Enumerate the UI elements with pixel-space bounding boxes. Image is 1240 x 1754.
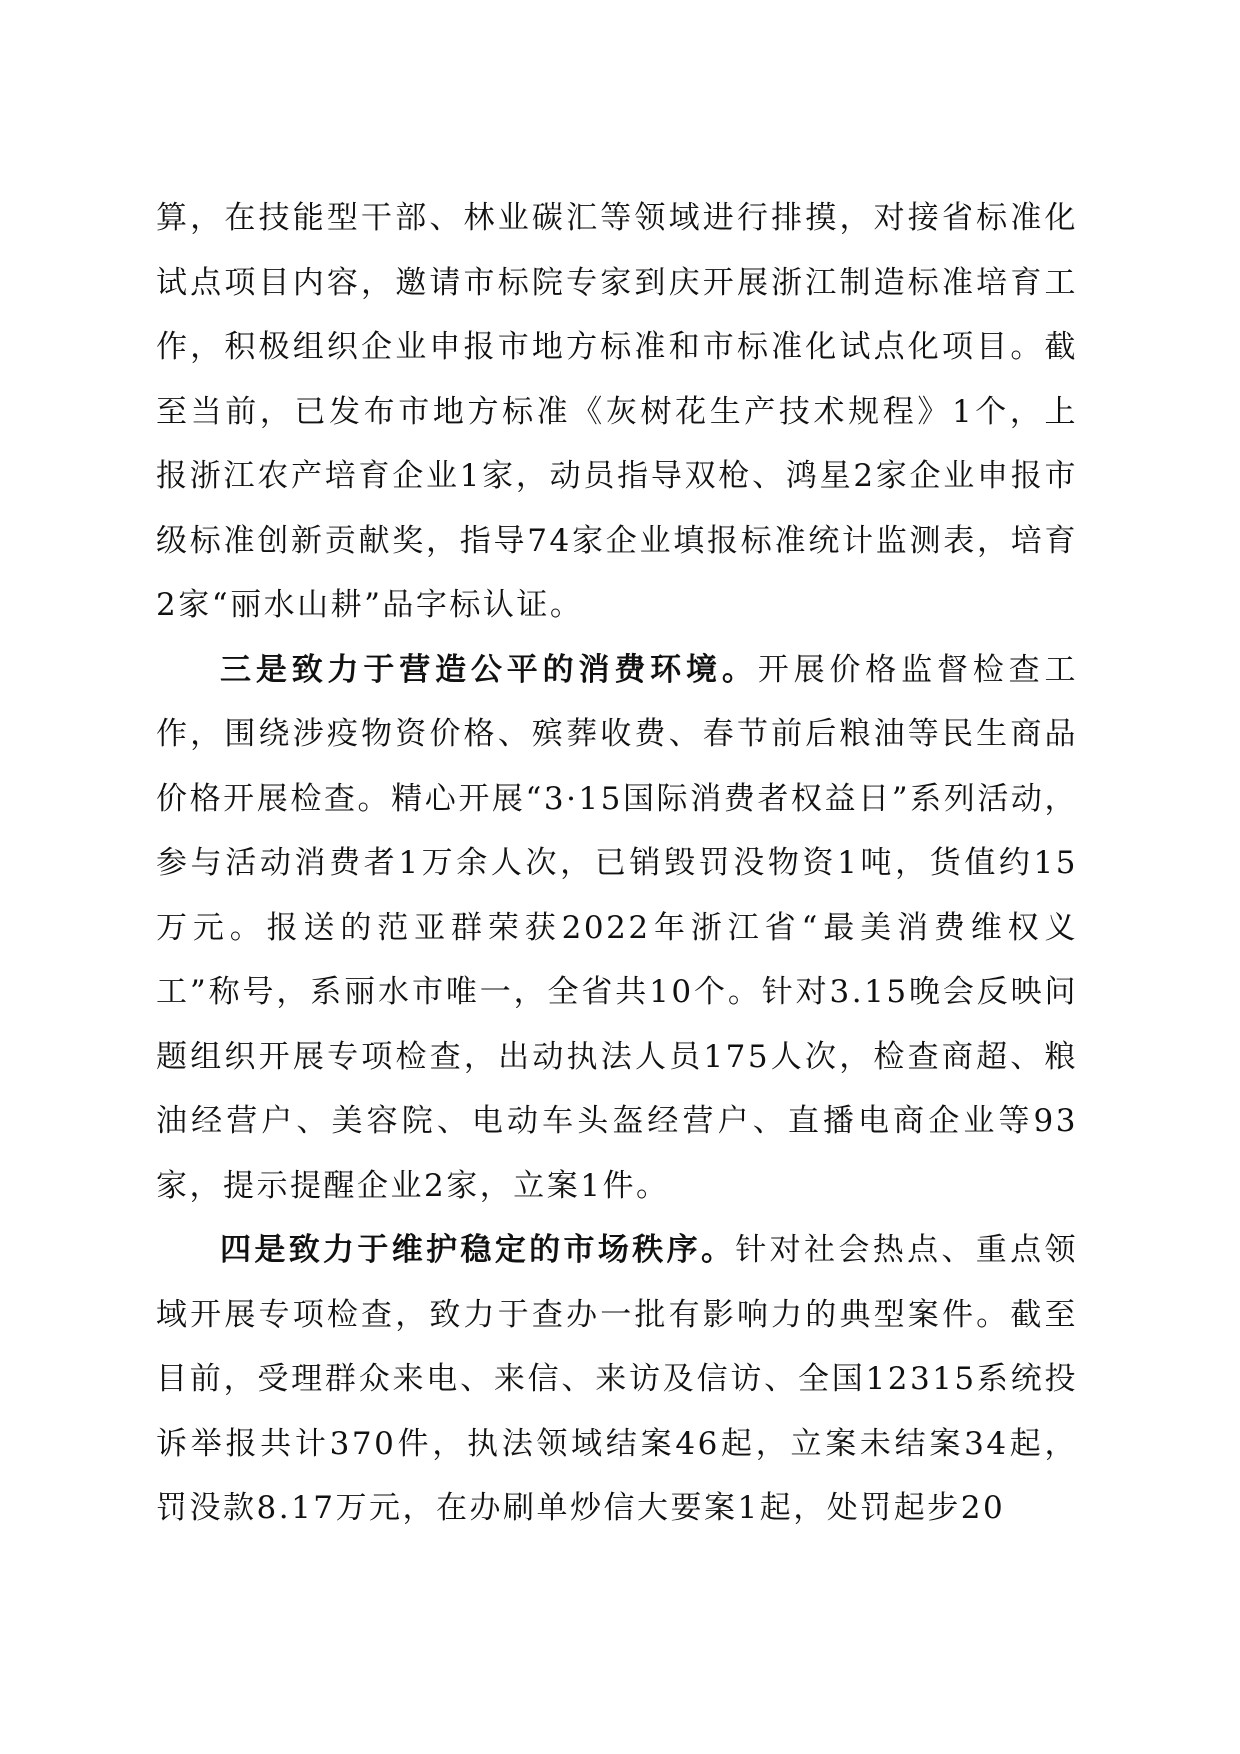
paragraph-market-order — [156, 1218, 1078, 1541]
document-body — [156, 186, 1078, 1541]
paragraph-consumer-environment — [156, 638, 1078, 1219]
paragraph-text: 开展价格监督检查工作，围绕涉疫物资价格、殡葬收费、春节前后粮油等民生商品价格开展检查。精心开展“3·15国际消费者权益日”系列活动，参与活动消费者1万余人次，已销毁罚没物资1吨，货值约15万元。报送的范亚群荣获2022年浙江省“最美消费维权义工”称号，系丽水市唯一，全省共10个。针对3.15晚会反映问题组织开展专项检查，出动执法人员175人次，检查商超、粮油经营户、美容院、电动车头盔经营户、直播电商企业等93家，提示提醒企业2家，立案1件。 — [156, 651, 1079, 1204]
paragraph-heading: 三是致力于营造公平的消费环境。 — [220, 651, 758, 688]
paragraph-text: 针对社会热点、重点领域开展专项检查，致力于查办一批有影响力的典型案件。截至目前，受理群众来电、来信、来访及信访、全国12315系统投诉举报共计370件，执法领域结案46起，立案未结案34起，罚没款8.17万元，在办刷单炒信大要案1起，处罚起步20 — [156, 1232, 1078, 1526]
paragraph-text: 算，在技能型干部、林业碳汇等领域进行排摸，对接省标准化试点项目内容，邀请市标院专家到庆开展浙江制造标准培育工作，积极组织企业申报市地方标准和市标准化试点化项目。截至当前，已发布市地方标准《灰树花生产技术规程》1个，上报浙江农产培育企业1家，动员指导双枪、鸿星2家企业申报市级标准创新贡献奖，指导74家企业填报标准统计监测表，培育2家“丽水山耕”品字标认证。 — [156, 200, 1078, 623]
paragraph-continuation — [156, 186, 1078, 638]
paragraph-heading: 四是致力于维护稳定的市场秩序。 — [220, 1232, 736, 1268]
